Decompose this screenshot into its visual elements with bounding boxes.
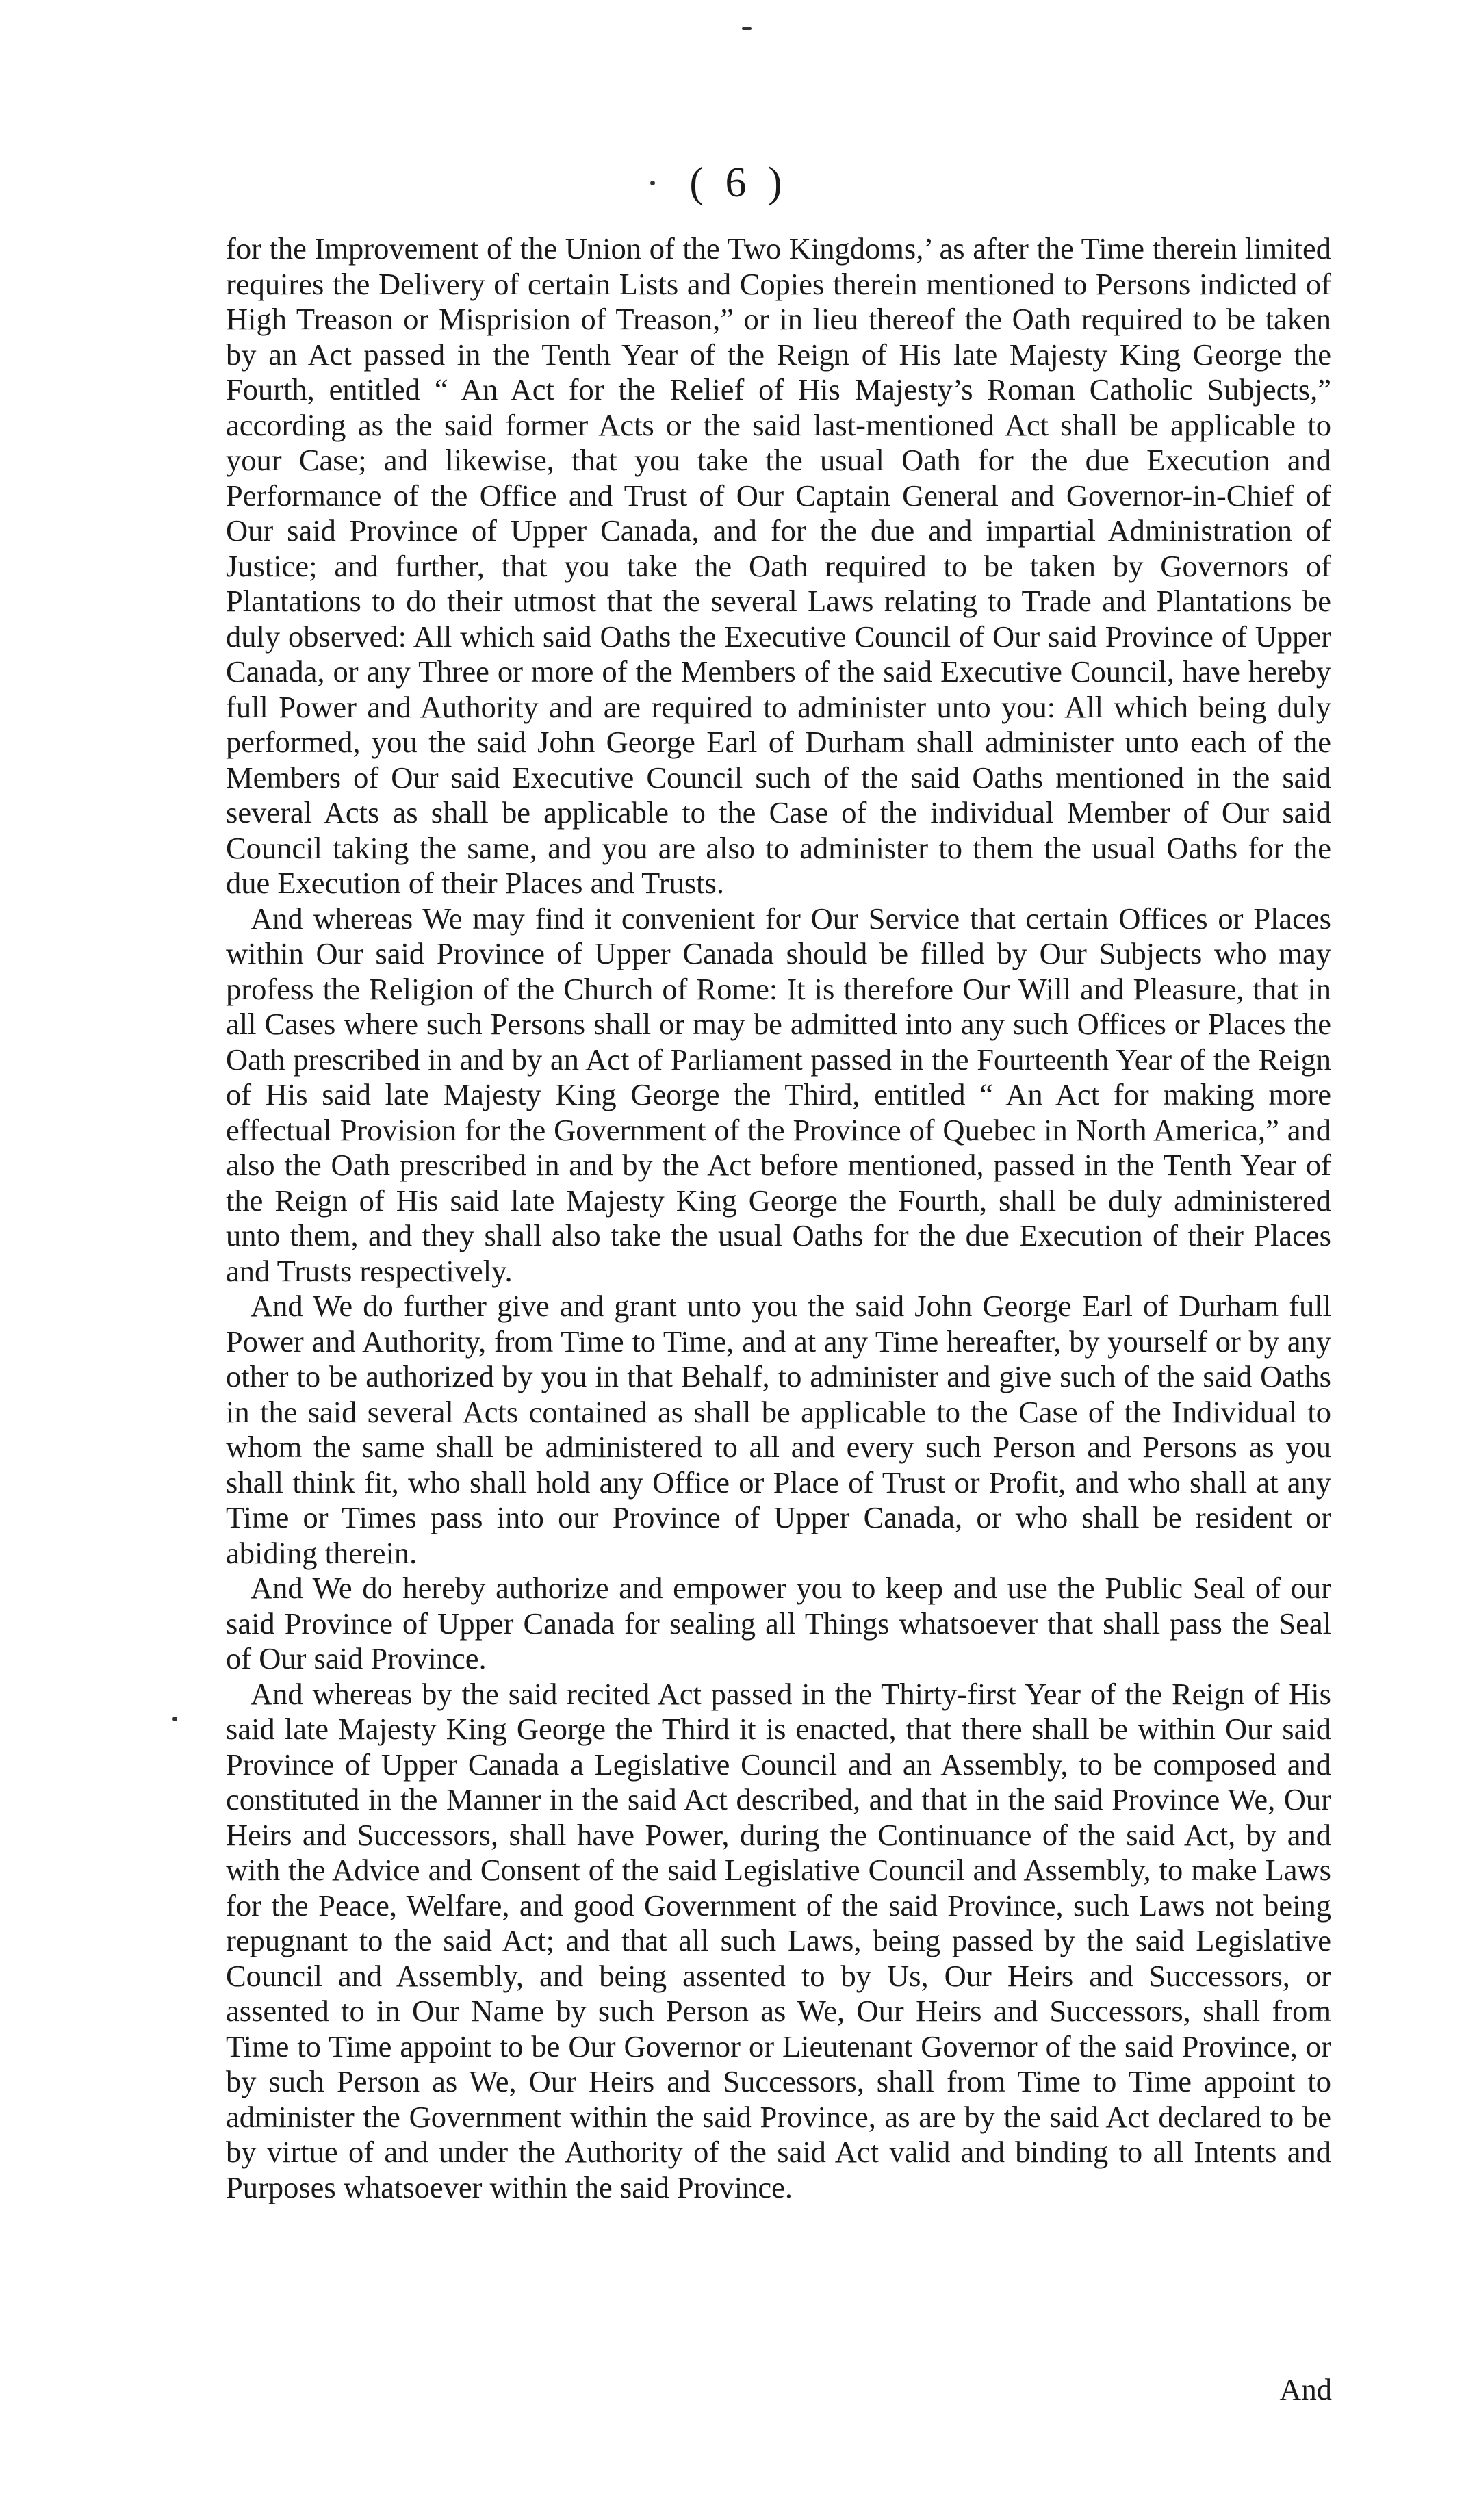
paragraph: And We do hereby authorize and empower you to keep and use the Public Seal of our said Province of Upper Canada for sealing all Things whatsoever that shall pass the Seal of Our said Province. <box>226 1571 1331 1675</box>
paragraph: And We do further give and grant unto you the said John George Earl of Durham full Power and Authority, from Time to Time, and at any Time hereafter, by yourself or by any other to be authorized by you in that Behalf, to administer and give such of the said Oaths in the said several Acts contained as shall be applicable to the Case of the Individual to whom the same shall be administered to all and every such Person and Persons as you shall think fit, who shall hold any Office or Place of Trust or Profit, and who shall at any Time or Times pass into our Province of Upper Canada, or who shall be resident or abiding therein. <box>226 1289 1331 1570</box>
ink-mark <box>172 1717 177 1721</box>
paragraph: And whereas We may find it convenient for Our Service that certain Offices or Places within Our said Province of Upper Canada should be filled by Our Subjects who may profess the Religion of the Church of Rome: It is therefore Our Will and Pleasure, that in all Cases where such Persons shall or may be admitted into any such Offices or Places the Oath prescribed in and by an Act of Parliament passed in the Fourteenth Year of the Reign of His said late Majesty King George the Third, entitled “ An Act for making more effectual Provision for the Government of the Province of Quebec in North America,” and also the Oath prescribed in and by the Act before mentioned, passed in the Tenth Year of the Reign of His said late Majesty King George the Fourth, shall be duly administered unto them, and they shall also take the usual Oaths for the due Execution of their Places and Trusts respectively. <box>226 901 1331 1288</box>
catchword: And <box>1279 2372 1332 2406</box>
page-number: ( 6 ) <box>689 159 788 206</box>
paragraph: for the Improvement of the Union of the Two Kingdoms,’ as after the Time therein limited requires the Delivery of certain Lists and Copies therein mentioned to Persons indicted of High Treason or Misprision of Treason,” or in lieu thereof the Oath required to be taken by an Act passed in the Tenth Year of the Reign of His late Majesty King George the Fourth, entitled “ An Act for the Relief of His Majesty’s Roman Catholic Subjects,” according as the said former Acts or the said last-mentioned Act shall be applicable to your Case; and likewise, that you take the usual Oath for the due Execution and Performance of the Office and Trust of Our Captain General and Governor-in-Chief of Our said Province of Upper Canada, and for the due and impartial Administration of Justice; and further, that you take the Oath required to be taken by Governors of Plantations to do their utmost that the several Laws relating to Trade and Plantations be duly observed: All which said Oaths the Executive Council of Our said Province of Upper Canada, or any Three or more of the Members of the said Executive Council, have hereby full Power and Authority and are required to administer unto you: All which being duly performed, you the said John George Earl of Durham shall administer unto each of the Members of Our said Executive Council such of the said Oaths mentioned in the said several Acts as shall be applicable to the Case of the individual Member of Our said Council taking the same, and you are also to administer to them the usual Oaths for the due Execution of their Places and Trusts. <box>226 231 1331 900</box>
paragraph: And whereas by the said recited Act passed in the Thirty-first Year of the Reign of His said late Majesty King George the Third it is enacted, that there shall be within Our said Province of Upper Canada a Legislative Council and an Assembly, to be composed and constituted in the Manner in the said Act described, and that in the said Province We, Our Heirs and Successors, shall have Power, during the Continuance of the said Act, by and with the Advice and Consent of the said Legislative Council and Assembly, to make Laws for the Peace, Welfare, and good Government of the said Province, such Laws not being repugnant to the said Act; and that all such Laws, being passed by the said Legislative Council and Assembly, and being assented to by Us, Our Heirs and Successors, or assented to in Our Name by such Person as We, Our Heirs and Successors, shall from Time to Time appoint to be Our Governor or Lieutenant Governor of the said Province, or by such Person as We, Our Heirs and Successors, shall from Time to Time appoint to administer the Government within the said Province, as are by the said Act declared to be by virtue of and under the Authority of the said Act valid and binding to all Intents and Purposes whatsoever within the said Province. <box>226 1676 1331 2204</box>
body-text <box>226 231 1331 2205</box>
ink-mark <box>742 27 752 30</box>
